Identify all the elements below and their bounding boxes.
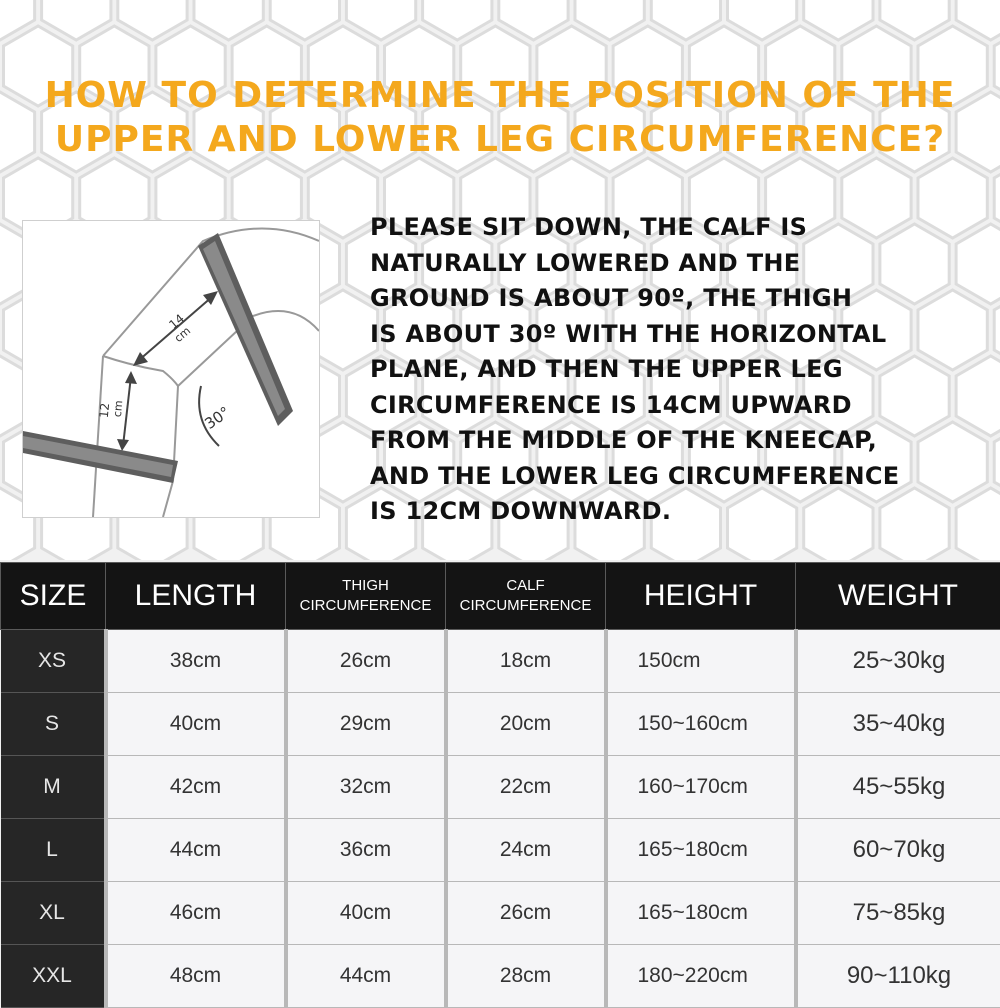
length-cell: 48cm [106, 945, 286, 1008]
calf-cell: 26cm [446, 882, 606, 945]
header-calf-line2: CIRCUMFERENCE [460, 597, 592, 614]
header-length: LENGTH [106, 563, 286, 630]
length-cell: 40cm [106, 693, 286, 756]
calf-measure-unit: cm [111, 400, 125, 418]
size-cell: M [1, 756, 106, 819]
size-cell: S [1, 693, 106, 756]
header-calf-circumference [446, 563, 606, 630]
thigh-cell: 44cm [286, 945, 446, 1008]
weight-cell: 90~110kg [796, 945, 1000, 1008]
height-cell: 165~180cm [606, 882, 796, 945]
calf-arrowhead-top [125, 371, 137, 384]
weight-cell: 25~30kg [796, 630, 1000, 693]
table-row [1, 882, 1000, 945]
knee-measurement-diagram [22, 220, 320, 518]
calf-tape [23, 431, 178, 483]
calf-cell: 18cm [446, 630, 606, 693]
length-cell: 42cm [106, 756, 286, 819]
thigh-cell: 40cm [286, 882, 446, 945]
thigh-measure-unit: cm [172, 324, 193, 345]
thigh-tape [198, 233, 293, 426]
weight-cell: 45~55kg [796, 756, 1000, 819]
calf-measure-label: 12 [97, 402, 112, 418]
thigh-cell: 36cm [286, 819, 446, 882]
size-cell: L [1, 819, 106, 882]
size-chart-table [0, 562, 1000, 1008]
length-cell: 46cm [106, 882, 286, 945]
calf-cell: 24cm [446, 819, 606, 882]
weight-cell: 60~70kg [796, 819, 1000, 882]
table-header-row [1, 563, 1000, 630]
calf-cell: 28cm [446, 945, 606, 1008]
knee-outline [103, 356, 178, 517]
calf-arrowhead-bottom [117, 439, 129, 451]
length-cell: 38cm [106, 630, 286, 693]
calf-cell: 22cm [446, 756, 606, 819]
thigh-cell: 26cm [286, 630, 446, 693]
header-size: SIZE [1, 563, 106, 630]
height-cell: 150~160cm [606, 693, 796, 756]
heading-line-2: UPPER AND LOWER LEG CIRCUMFERENCE? [0, 118, 1000, 162]
calf-cell: 20cm [446, 693, 606, 756]
height-cell: 165~180cm [606, 819, 796, 882]
weight-cell: 75~85kg [796, 882, 1000, 945]
header-weight: WEIGHT [796, 563, 1000, 630]
header-thigh-circumference [286, 563, 446, 630]
size-cell: XS [1, 630, 106, 693]
measurement-instructions: PLEASE SIT DOWN, THE CALF IS NATURALLY LOWERED AND THE GROUND IS ABOUT 90º, THE THIGH IS ABOUT 30º WITH THE HORIZONTAL PLANE, AND THEN THE UPPER LEG CIRCUMFERENCE IS 14CM UPWARD FROM THE MIDDLE OF THE KNEECAP, AND THE LOWER LEG CIRCUMFERENCE IS 12CM DOWNWARD. [370, 210, 970, 530]
header-height: HEIGHT [606, 563, 796, 630]
length-cell: 44cm [106, 819, 286, 882]
header-calf-line1: CALF [506, 577, 544, 594]
header-thigh-line1: THIGH [342, 577, 389, 594]
height-cell: 150cm [606, 630, 796, 693]
table-row [1, 630, 1000, 693]
weight-cell: 35~40kg [796, 693, 1000, 756]
size-cell: XL [1, 882, 106, 945]
table-row [1, 756, 1000, 819]
size-cell: XXL [1, 945, 106, 1008]
header-thigh-line2: CIRCUMFERENCE [300, 597, 432, 614]
height-cell: 180~220cm [606, 945, 796, 1008]
thigh-cell: 32cm [286, 756, 446, 819]
height-cell: 160~170cm [606, 756, 796, 819]
table-row [1, 693, 1000, 756]
shin-outline [93, 356, 103, 517]
angle-label: 30° [201, 403, 233, 433]
thigh-measure-label: 14 [166, 311, 187, 332]
table-row [1, 819, 1000, 882]
table-row [1, 945, 1000, 1008]
thigh-cell: 29cm [286, 693, 446, 756]
heading-line-1: HOW TO DETERMINE THE POSITION OF THE [0, 74, 1000, 118]
